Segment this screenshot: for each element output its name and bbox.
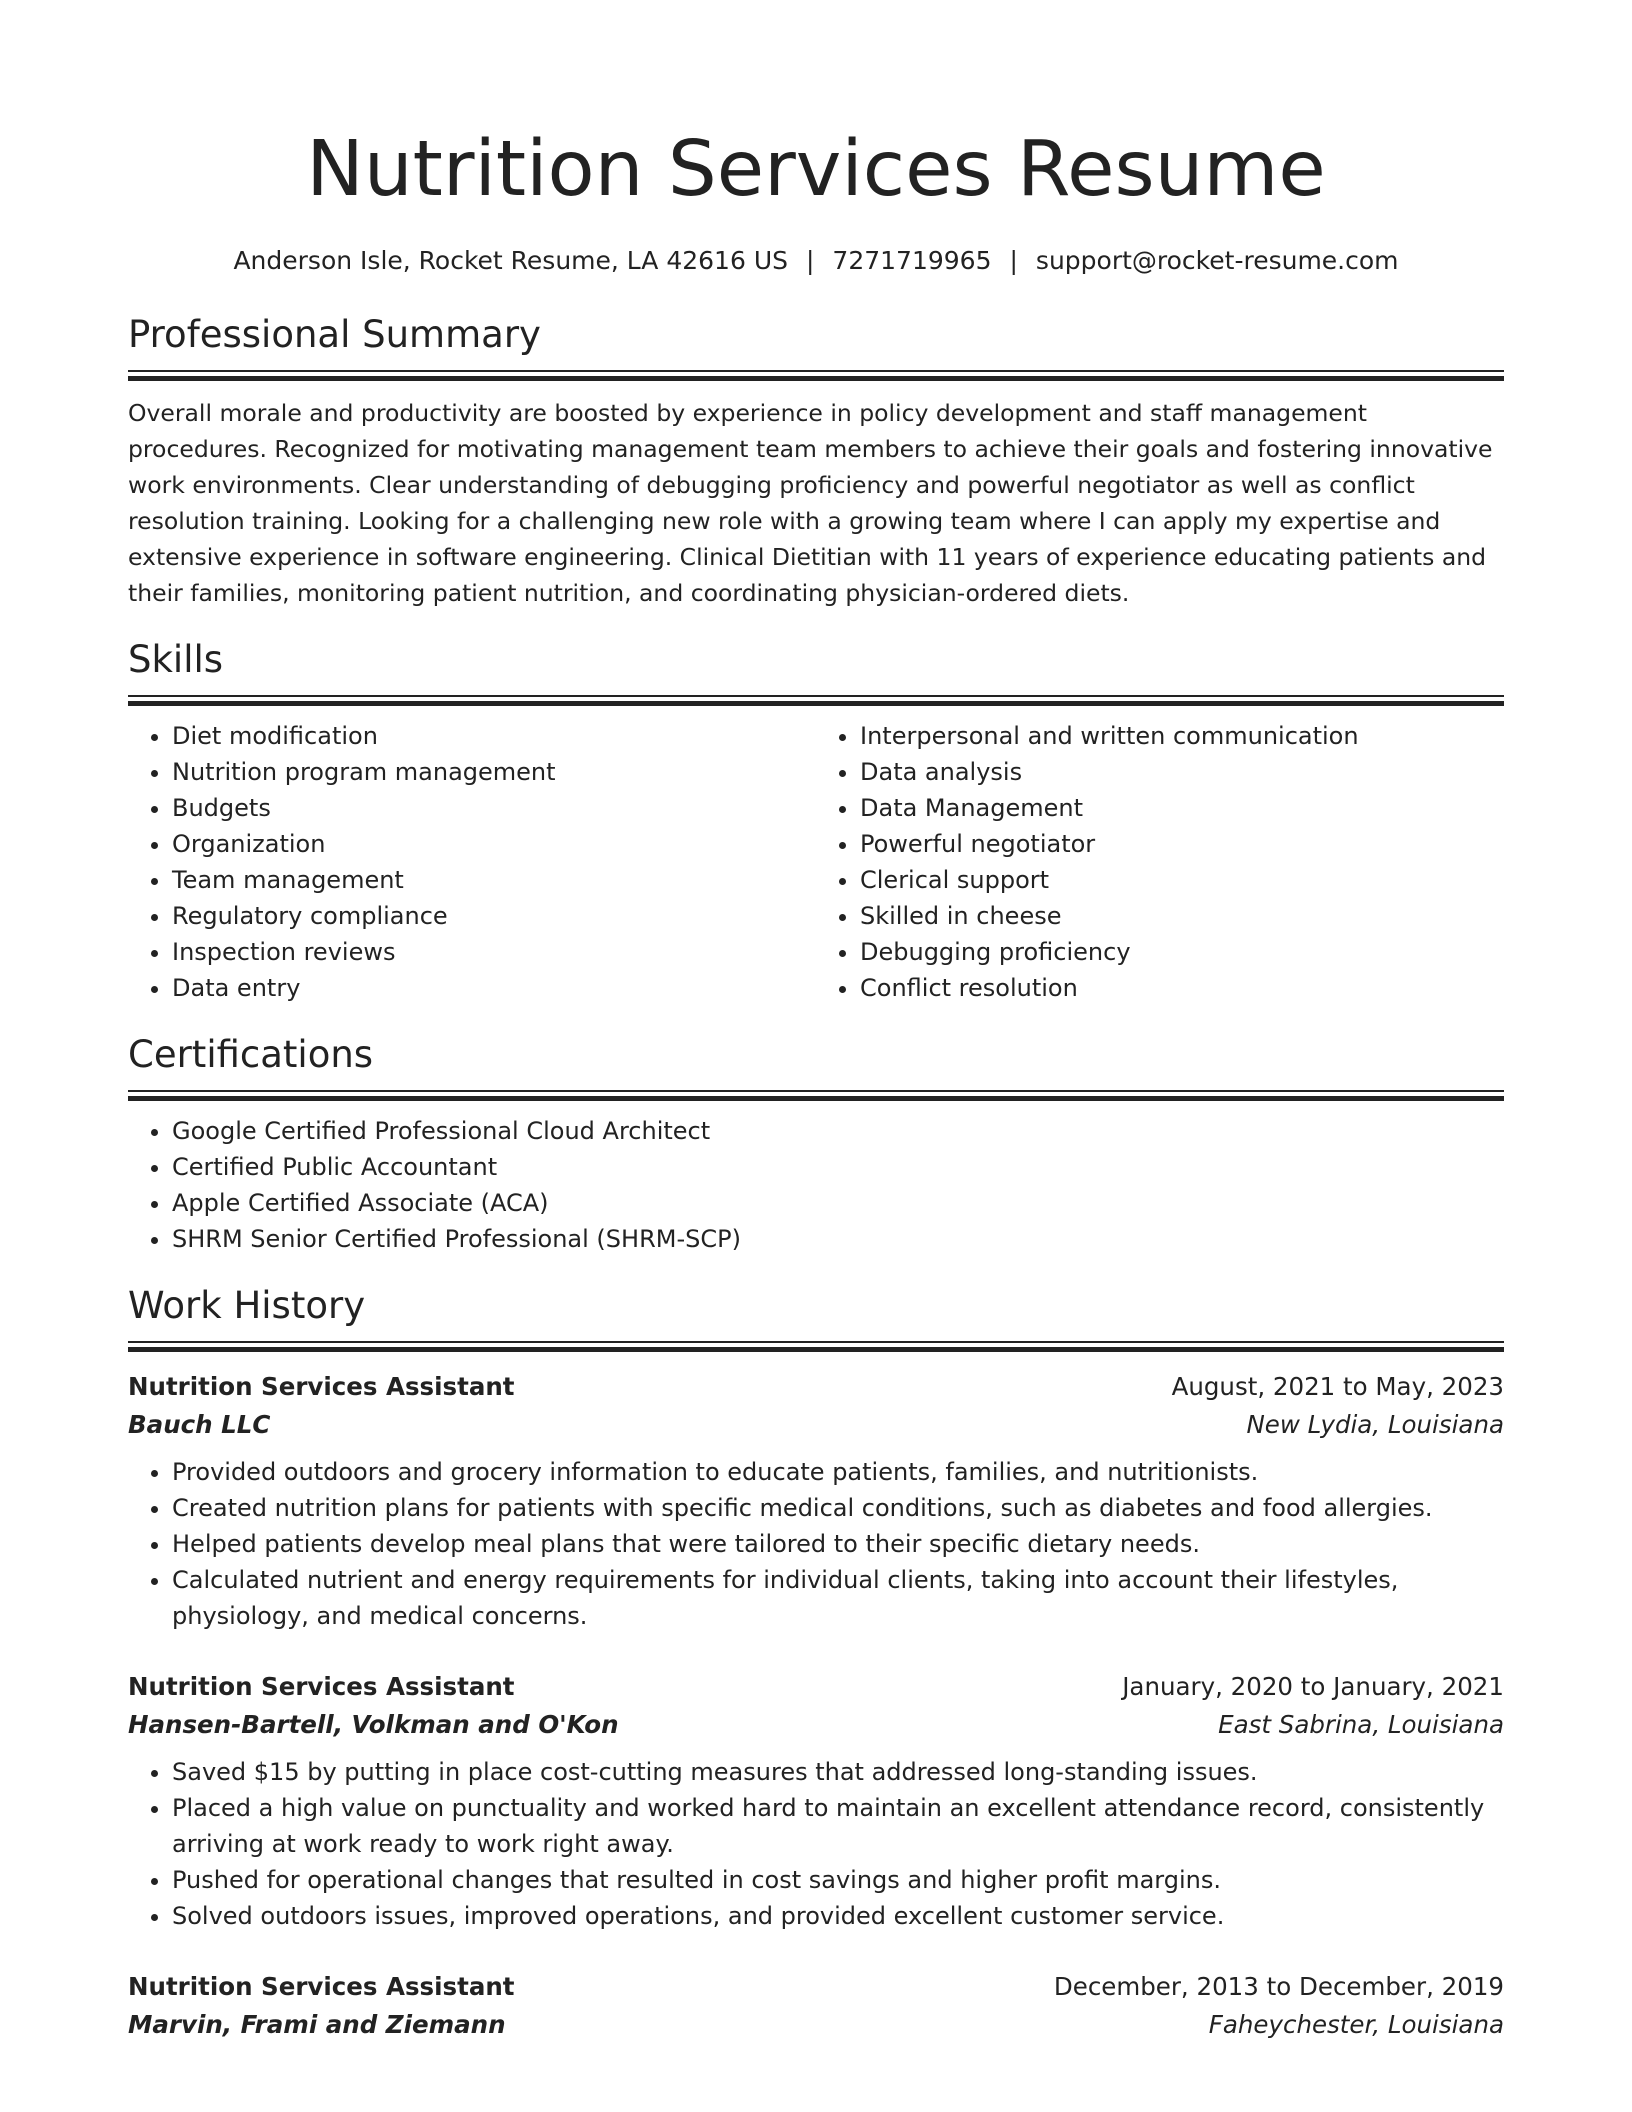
professional-summary-section	[128, 312, 1504, 611]
job-location: Faheychester, Louisiana	[1208, 2010, 1504, 2039]
contact-line	[128, 244, 1504, 278]
section-divider	[128, 695, 1504, 706]
skill-item: • Data analysis	[860, 754, 1504, 790]
skill-item: • Nutrition program management	[172, 754, 816, 790]
job-subheader-row	[128, 2006, 1504, 2044]
resume-title: Nutrition Services Resume	[306, 125, 1326, 214]
section-heading: Work History	[128, 1284, 366, 1327]
job-bullet: • Pushed for operational changes that resulted in cost savings and higher profit margins.	[172, 1862, 1504, 1898]
skill-item: • Interpersonal and written communication	[860, 718, 1504, 754]
section-heading: Certifications	[128, 1033, 374, 1076]
job-location: New Lydia, Louisiana	[1246, 1410, 1504, 1439]
skills-list-right	[816, 718, 1504, 1006]
job-entry	[128, 1368, 1504, 1634]
skills-list-left	[128, 718, 816, 1006]
certifications-list	[128, 1113, 1504, 1257]
job-entry	[128, 1668, 1504, 1934]
skill-item: • Data Management	[860, 790, 1504, 826]
skill-item: • Team management	[172, 862, 816, 898]
certification-item: • SHRM Senior Certified Professional (SHRM-SCP)	[172, 1221, 1504, 1257]
summary-text: Overall morale and productivity are boosted by experience in policy development and staff management procedures. Recognized for motivating management team members to achieve their goals and fostering innovative work environments. Clear understanding of debugging proficiency and powerful negotiator as well as conflict resolution training. Looking for a challenging new role with a growing team where I can apply my expertise and extensive experience in software engineering. Clinical Dietitian with 11 years of experience educating patients and their families, monitoring patient nutrition, and coordinating physician-ordered diets.	[128, 399, 1493, 607]
job-bullet: • Helped patients develop meal plans that were tailored to their specific dietary needs.	[172, 1526, 1504, 1562]
job-title: Nutrition Services Assistant	[128, 1372, 515, 1401]
job-bullets	[128, 1454, 1504, 1634]
skill-item: • Powerful negotiator	[860, 826, 1504, 862]
section-divider	[128, 370, 1504, 381]
job-company: Marvin, Frami and Ziemann	[128, 2010, 506, 2039]
skill-item: • Clerical support	[860, 862, 1504, 898]
job-title: Nutrition Services Assistant	[128, 1972, 515, 2001]
job-subheader-row	[128, 1706, 1504, 1744]
contact-address: Anderson Isle, Rocket Resume, LA 42616 US	[233, 246, 788, 275]
skill-item: • Inspection reviews	[172, 934, 816, 970]
skills-section	[128, 637, 1504, 1006]
job-dates: August, 2021 to May, 2023	[1171, 1372, 1504, 1401]
skill-item: • Data entry	[172, 970, 816, 1006]
job-dates: December, 2013 to December, 2019	[1053, 1972, 1504, 2001]
contact-phone: 7271719965	[832, 246, 992, 275]
job-bullet: • Provided outdoors and grocery information to educate patients, families, and nutritionists.	[172, 1454, 1504, 1490]
job-subheader-row	[128, 1406, 1504, 1444]
skill-item: • Organization	[172, 826, 816, 862]
skills-grid	[128, 706, 1504, 1006]
job-bullet: • Solved outdoors issues, improved operations, and provided excellent customer service.	[172, 1898, 1504, 1934]
skill-item: • Debugging proficiency	[860, 934, 1504, 970]
job-header-row	[128, 1368, 1504, 1406]
job-dates: January, 2020 to January, 2021	[1122, 1672, 1504, 1701]
job-bullet: • Placed a high value on punctuality and worked hard to maintain an excellent attendance record, consistently arriving at work ready to work right away.	[172, 1790, 1504, 1862]
job-company: Hansen-Bartell, Volkman and O'Kon	[128, 1710, 619, 1739]
job-bullet: • Saved $15 by putting in place cost-cutting measures that addressed long-standing issues.	[172, 1754, 1504, 1790]
job-bullets	[128, 1754, 1504, 1934]
certifications-section	[128, 1032, 1504, 1257]
job-header-row	[128, 1968, 1504, 2006]
certification-item: • Certified Public Accountant	[172, 1149, 1504, 1185]
job-title: Nutrition Services Assistant	[128, 1672, 515, 1701]
job-entry	[128, 1968, 1504, 2044]
skill-item: • Conflict resolution	[860, 970, 1504, 1006]
job-location: East Sabrina, Louisiana	[1218, 1710, 1504, 1739]
job-bullet: • Calculated nutrient and energy requirements for individual clients, taking into account their lifestyles, physiology, and medical concerns.	[172, 1562, 1504, 1634]
certification-item: • Google Certified Professional Cloud Architect	[172, 1113, 1504, 1149]
job-header-row	[128, 1668, 1504, 1706]
job-company: Bauch LLC	[128, 1410, 271, 1439]
skill-item: • Regulatory compliance	[172, 898, 816, 934]
certification-item: • Apple Certified Associate (ACA)	[172, 1185, 1504, 1221]
section-divider	[128, 1341, 1504, 1352]
skill-item: • Skilled in cheese	[860, 898, 1504, 934]
section-heading: Professional Summary	[128, 313, 541, 356]
contact-email: support@rocket-resume.com	[1035, 246, 1399, 275]
section-divider	[128, 1090, 1504, 1101]
work-history-section	[128, 1283, 1504, 2044]
contact-separator: |	[1009, 246, 1018, 275]
skill-item: • Diet modification	[172, 718, 816, 754]
skill-item: • Budgets	[172, 790, 816, 826]
contact-separator: |	[805, 246, 815, 275]
job-bullet: • Created nutrition plans for patients with specific medical conditions, such as diabetes and food allergies.	[172, 1490, 1504, 1526]
section-heading: Skills	[128, 638, 224, 681]
